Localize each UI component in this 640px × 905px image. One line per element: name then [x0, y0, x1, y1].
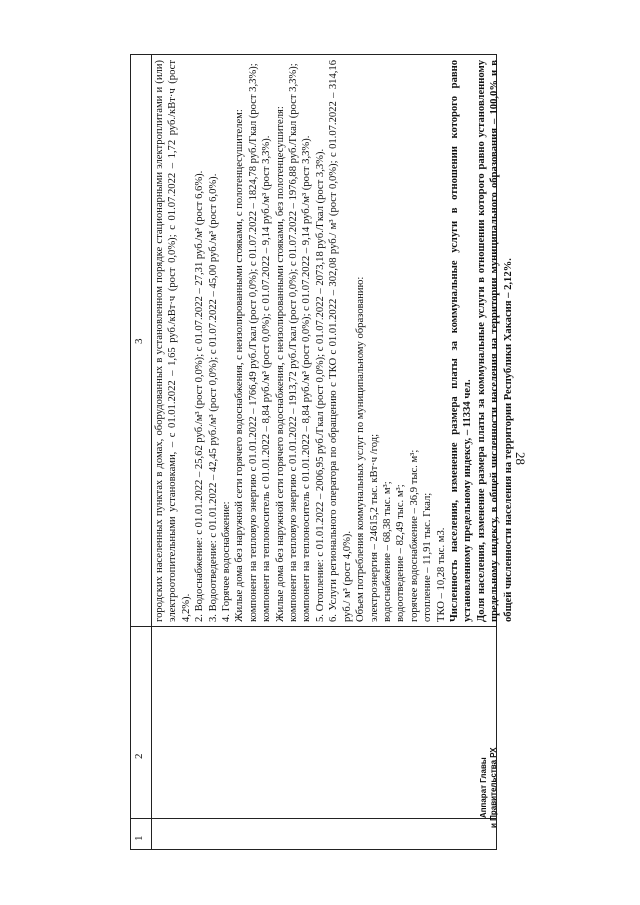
table-header-row — [131, 55, 152, 849]
data-table — [130, 54, 514, 850]
header-col-3: 3 — [133, 338, 145, 344]
text-line: 6. Услуги регионального оператора по обращению с ТКО с 01.01.2022 – 302,08 руб./ м³ (рост 0,0%); с 01.07.2022 – 314,16 руб./ м³ (рост 4,0%). — [328, 60, 353, 622]
rotated-content — [65, 18, 575, 888]
page-number: 28 — [513, 452, 528, 465]
text-line: электроэнергия – 24615,2 тыс. кВт·ч /год; — [368, 433, 380, 622]
col3-content — [153, 60, 514, 622]
text-line: 5. Отопление: с 01.01.2022 – 2006,95 руб./Гкал (рост 0,0%); с 01.07.2022 – 2073,18 руб./Гкал (рост 3,3%). — [314, 148, 326, 622]
stamp-line-2: и Правительства РХ — [489, 747, 498, 828]
text-line: отопление – 11,91 тыс. Гкал; — [422, 492, 434, 622]
text-line: Объем потребления коммунальных услуг по муниципальному образованию: — [355, 276, 367, 622]
column-divider-2 — [131, 626, 496, 627]
text-line-bold: Доля населения, изменение размера платы за коммунальные услуги в отношении которого равно установленному предельному индексу, в общей численности населения на территории муниципального образования – 100,0% и в общей численности населения на территории Республики Хакасия – 2,12%. — [475, 60, 514, 622]
text-line-bold: Численность населения, изменение размера платы за коммунальные услуги в отношении которого равно установленному предельному индексу, – 11334 чел. — [448, 60, 474, 622]
text-line: 2. Водоснабжение: с 01.01.2022 – 25,62 руб./м³ (рост 0,0%); с 01.07.2022 – 27,31 руб./м³ (рост 6,6%). — [194, 170, 206, 622]
text-line: 3. Водоотведение: с 01.01.2022 – 42,45 руб./м³ (рост 0,0%); с 01.07.2022 – 45,00 руб./м³ (рост 6,0%). — [207, 173, 219, 622]
stamp-line-1: Аппарат Главы — [479, 757, 488, 819]
office-stamp — [479, 747, 499, 828]
text-line: компонент на теплоноситель с 01.01.2022 – 8,84 руб./м³ (рост 0,0%); с 01.07.2022 – 9,14 руб./м³ (рост 3,3%). — [301, 135, 313, 622]
text-line: горячее водоснабжение – 36,9 тыс. м³; — [408, 449, 420, 622]
header-col-2: 2 — [133, 753, 145, 759]
text-line: Жилые дома без наружной сети горячего водоснабжения, с неизолированными стояками, без полотенцесушителя: — [274, 106, 286, 622]
text-line: компонент на тепловую энергию с 01.01.2022 – 1766,49 руб./Гкал (рост 0,0%); с 01.07.2022 – 1824,78 руб./Гкал (рост 3,3%); — [247, 63, 259, 622]
text-line: компонент на теплоноситель с 01.01.2022 – 8,84 руб./м³ (рост 0,0%); с 01.07.2022 – 9,14 руб./м³ (рост 3,3%). — [261, 135, 273, 622]
text-line: ТКО – 10,28 тыс. м3. — [435, 527, 447, 622]
text-line: компонент на тепловую энергию с 01.01.2022 – 1913,72 руб./Гкал (рост 0,0%); с 01.07.2022 – 1976,88 руб./Гкал (рост 3,3%); — [288, 63, 300, 622]
text-line: городских населенных пунктах в домах, оборудованных в установленном порядке стационарными электроплитами и (или) электроотопительными установками, – с 01.01.2022 – 1,65 руб./кВт·ч (рост 0,0%); с 01.07.2022 – 1,72 руб./кВт·ч (рост 4,2%). — [154, 60, 192, 622]
text-line: 4. Горячее водоснабжение: — [221, 501, 233, 622]
column-divider-1 — [131, 818, 496, 819]
text-line: водоснабжение – 68,38 тыс. м³; — [381, 481, 393, 622]
text-line: Жилые дома без наружной сети горячего водоснабжения, с неизолированными стояками, с полотенцесушителем: — [234, 109, 246, 622]
text-line: водоотведение – 82,49 тыс. м³; — [395, 484, 407, 622]
header-col-1: 1 — [133, 835, 145, 841]
